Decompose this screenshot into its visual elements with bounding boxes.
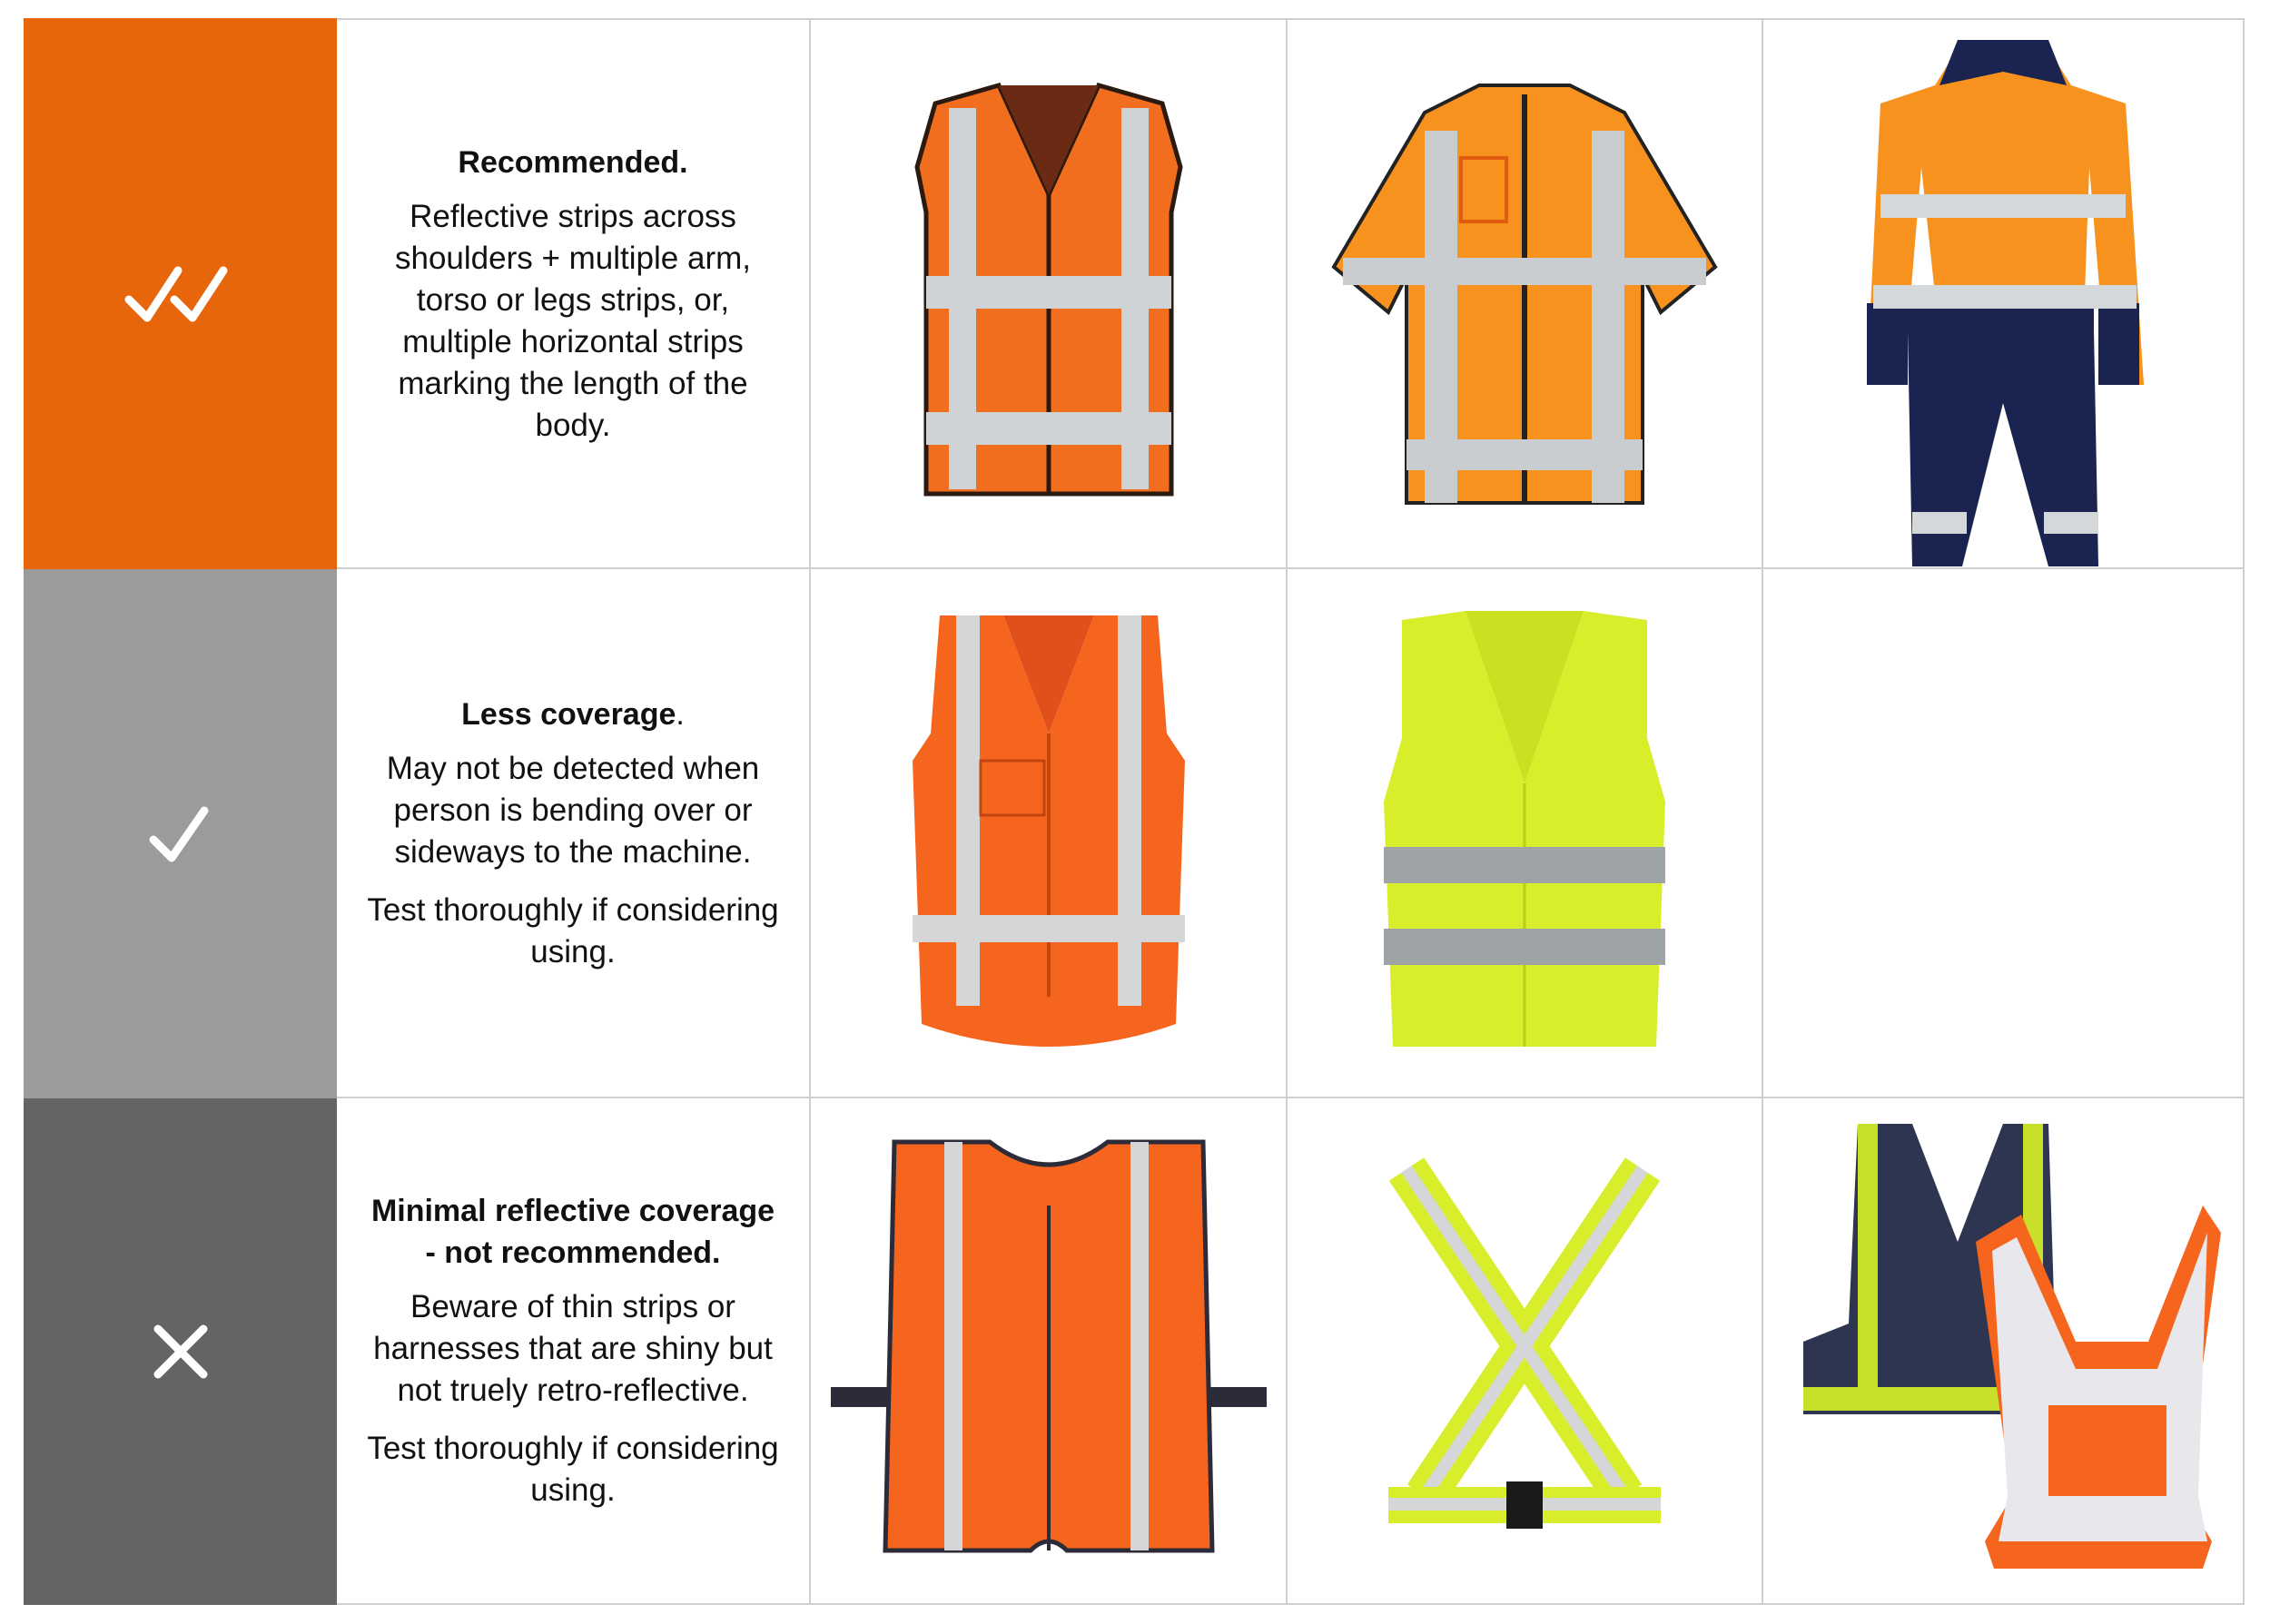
- double-check-icon: [122, 258, 240, 330]
- orange-navy-coverall-image: [1763, 18, 2245, 569]
- orange-short-sleeve-hi-vis-shirt-image: [1288, 18, 1763, 569]
- orange-zip-vest-image: [811, 569, 1288, 1098]
- not-recommended-status-cell: [24, 1098, 337, 1605]
- row-heading: Less coverage.: [461, 696, 685, 732]
- yellow-x-harness-image: [1288, 1098, 1763, 1605]
- orange-reflective-vest-image: [811, 18, 1288, 569]
- orange-tie-vest-image: [811, 1098, 1288, 1605]
- less-coverage-description: [337, 569, 811, 1098]
- cross-icon: [149, 1320, 212, 1383]
- row-heading: Minimal reflective coverage - not recommended.: [370, 1194, 775, 1270]
- check-icon: [144, 798, 217, 871]
- row-paragraph: Test thoroughly if considering using.: [367, 891, 779, 969]
- row-paragraph: Test thoroughly if considering using.: [367, 1431, 779, 1508]
- recommended-status-cell: [24, 18, 337, 569]
- row-paragraph: Reflective strips across shoulders + multiple arm, torso or legs strips, or, multiple horizontal strips marking the length of the body.: [395, 198, 751, 443]
- row-paragraph: May not be detected when person is bending over or sideways to the machine.: [386, 750, 760, 870]
- not-recommended-description: [337, 1098, 811, 1605]
- row-paragraph: Beware of thin strips or harnesses that are shiny but not truely retro-reflective.: [373, 1289, 773, 1408]
- less-coverage-status-cell: [24, 569, 337, 1098]
- mesh-and-h-harness-image: [1763, 1098, 2245, 1605]
- yellow-vest-image: [1288, 569, 1763, 1098]
- empty-cell: [1763, 569, 2245, 1098]
- recommended-description: [337, 18, 811, 569]
- hi-vis-coverage-table: [24, 18, 2245, 1605]
- row-heading: Recommended.: [458, 144, 688, 180]
